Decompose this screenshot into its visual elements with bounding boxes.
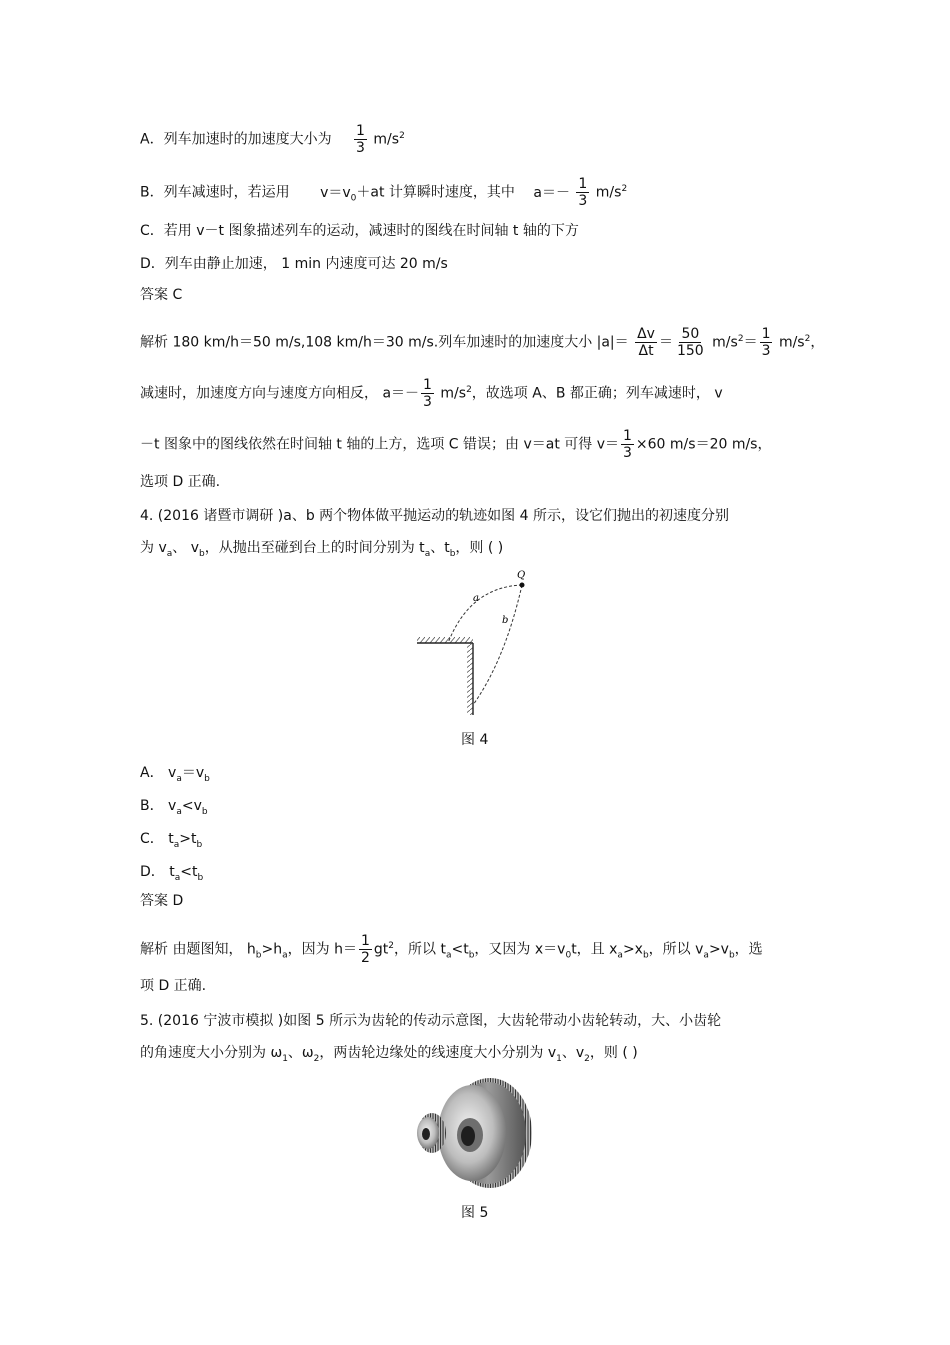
q4-analysis-line-1: 解析 由题图知， $h_b>h_a$，因为 h＝ $\frac{1}{2}$ $gt^2$，所以 $t_a<t_b$，又因为 $x=v_0t$，且 $x_a>x_b$，所以 $v_a>v_b$，选 <box>140 933 763 966</box>
trajectory-a <box>448 585 522 643</box>
q4-option-c: C． $t_a>t_b$ <box>140 831 203 850</box>
q5-stem-line-1: 5. (2016 宁波市模拟 )如图 5 所示为齿轮的传动示意图，大齿轮带动小齿轮转动，大、小齿轮 <box>140 1013 722 1029</box>
point-q <box>520 583 525 588</box>
q3-option-b-text: B．列车减速时，若运用 <box>140 184 290 201</box>
q3-option-a: A．列车加速时的加速度大小为 $\frac{1}{3}$ $m/s^2$ <box>140 123 405 156</box>
fraction: $\frac{1}{2}$ <box>360 933 370 966</box>
q3-answer: 答案 C <box>140 287 183 303</box>
analysis-text: －t 图象中的图线依然在时间轴 t 轴的上方，选项 C 错误；由 v＝at 可得 v＝ <box>140 436 619 453</box>
fraction: $\frac{1}{3}$ <box>423 377 432 410</box>
formula-tail: ＋at 计算瞬时速度，其中 <box>356 184 515 201</box>
q3-option-c: C．若用 v－t 图象描述列车的运动，减速时的图线在时间轴 t 轴的下方 <box>140 223 579 239</box>
fraction: $\frac{1}{3}$ <box>356 123 365 156</box>
analysis-text: 解析 180 km/h＝50 m/s,108 km/h＝30 m/s.列车加速时的加速度大小 |a|＝ <box>140 334 629 351</box>
q3-analysis-line-2: 减速时，加速度方向与速度方向相反， a＝－ $\frac{1}{3}$ $m/s^2$，故选项 A、B 都正确；列车减速时， v <box>140 377 723 410</box>
fraction: $\frac{\Delta v}{\Delta t}$ <box>637 326 655 359</box>
q4-analysis-line-2: 项 D 正确. <box>140 978 207 994</box>
wall-hatch <box>467 643 473 715</box>
q4-stem-line-1: 4. (2016 诸暨市调研 )a、b 两个物体做平抛运动的轨迹如图 4 所示，设它们抛出的初速度分别 <box>140 508 729 524</box>
trajectory-figure <box>410 565 540 725</box>
formula: v＝v <box>320 184 351 201</box>
q4-option-a: A． $v_a=v_b$ <box>140 765 210 784</box>
q3-analysis-line-1: 解析 180 km/h＝50 m/s,108 km/h＝30 m/s.列车加速时的加速度大小 |a|＝ $\frac{\Delta v}{\Delta t}$ ＝ $\frac{50}{150}$ $m/s^2=$ $\frac{1}{3}$ $m/s^2$， <box>140 326 825 359</box>
label-b: b <box>502 615 509 626</box>
q3-option-d: D．列车由静止加速， 1 min 内速度可达 20 m/s <box>140 256 448 272</box>
fraction: $\frac{50}{150}$ <box>676 326 704 359</box>
unit: m/s <box>373 131 400 148</box>
unit: m/s <box>595 184 622 201</box>
trajectory-b <box>473 585 522 705</box>
fraction: $\frac{1}{3}$ <box>761 326 771 359</box>
q4-option-b: B． $v_a<v_b$ <box>140 798 208 817</box>
fraction: $\frac{1}{3}$ <box>578 176 588 209</box>
q4-stem-line-2: 为 $v_a$、 $v_b$，从抛出至碰到台上的时间分别为 $t_a$、$t_b$，则 ( ) <box>140 540 504 559</box>
q4-option-d: D． $t_a<t_b$ <box>140 864 204 883</box>
q3-option-a-text: A．列车加速时的加速度大小为 <box>140 131 332 148</box>
ledge-hatch <box>417 637 473 643</box>
q4-answer: 答案 D <box>140 893 184 909</box>
q5-stem-line-2: 的角速度大小分别为 $\omega_1$、$\omega_2$，两齿轮边缘处的线速度大小分别为 $v_1$、$v_2$，则 ( ) <box>140 1045 638 1064</box>
large-gear-hole <box>461 1126 475 1146</box>
gear-figure <box>410 1073 535 1191</box>
small-gear-hole <box>422 1128 430 1140</box>
fraction: $\frac{1}{3}$ <box>623 428 632 461</box>
label-a: a <box>473 593 479 604</box>
q3-option-b: B．列车减速时，若运用 $v=v_0+at$ 计算瞬时速度，其中 a＝－ $\frac{1}{3}$ $m/s^2$ <box>140 176 628 209</box>
figure-5-caption: 图 5 <box>461 1205 489 1221</box>
q3-analysis-line-4: 选项 D 正确. <box>140 474 221 490</box>
analysis-text: 减速时，加速度方向与速度方向相反， a＝－ <box>140 385 420 402</box>
label-q: Q <box>517 570 526 581</box>
figure-4-caption: 图 4 <box>461 732 489 748</box>
q3-analysis-line-3: －t 图象中的图线依然在时间轴 t 轴的上方，选项 C 错误；由 v＝at 可得 v＝ $\frac{1}{3}$ ×60 m/s＝20 m/s， <box>140 428 772 461</box>
accel: a＝－ <box>533 184 570 201</box>
